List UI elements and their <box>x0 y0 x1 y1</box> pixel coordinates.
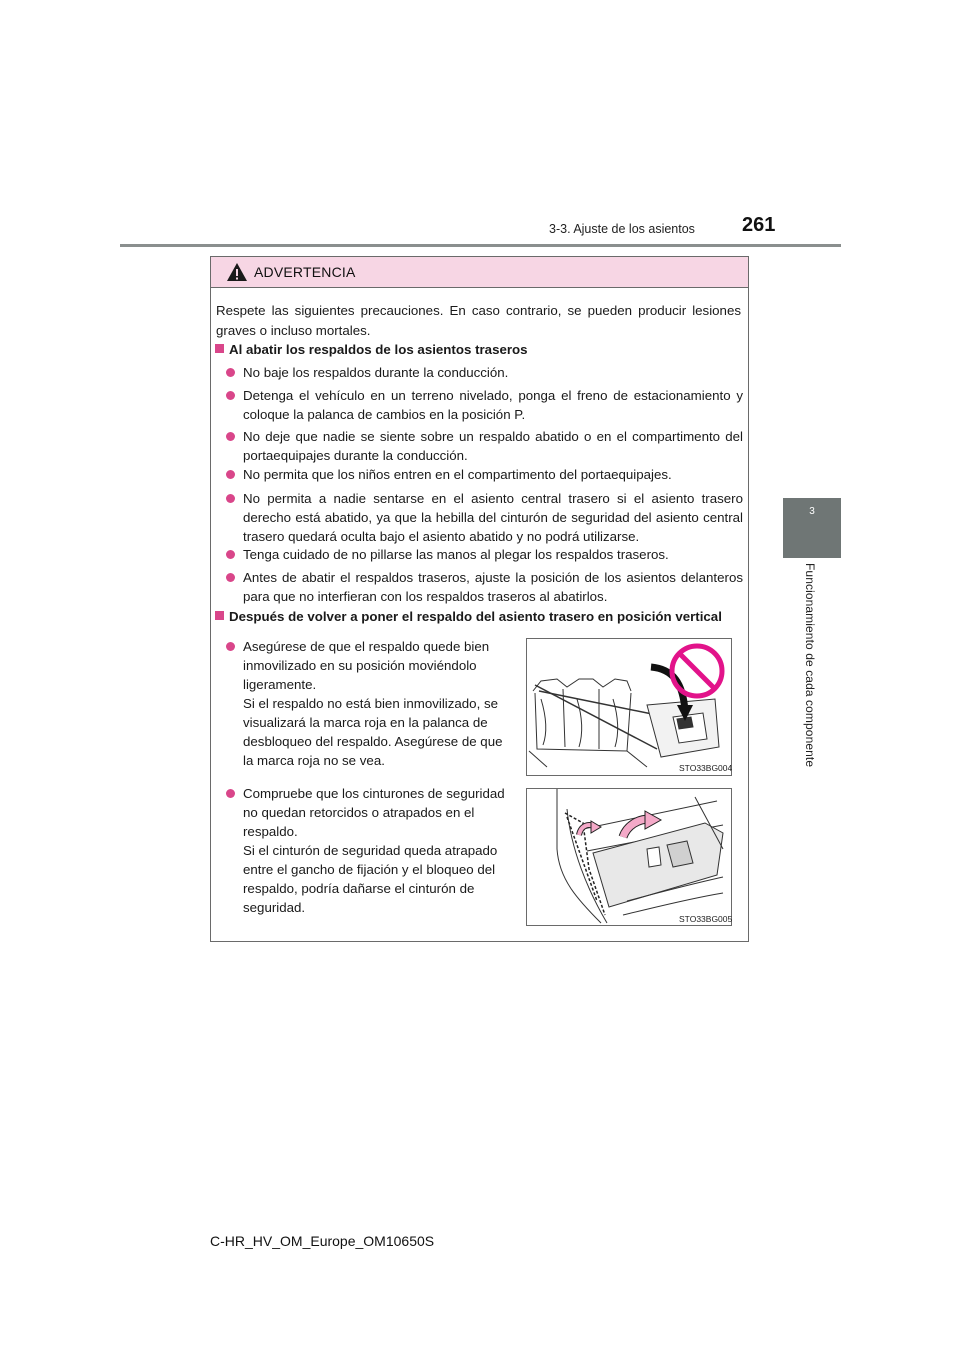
prohibition-icon <box>672 646 722 696</box>
warning-intro: Respete las siguientes precauciones. En caso contrario, se pueden producir lesiones graves o incluso mortales. <box>216 303 741 338</box>
list-item: No permita que los niños entren en el compartimento del portaequipajes. <box>226 465 743 484</box>
chapter-label: Funcionamiento de cada componente <box>803 563 817 768</box>
header-rule <box>120 244 841 247</box>
warning-title: ADVERTENCIA <box>254 264 356 280</box>
bullet-dot-icon <box>226 494 235 503</box>
section-title: 3-3. Ajuste de los asientos <box>549 222 695 236</box>
section-heading-upright: Después de volver a poner el respaldo del asiento trasero en posición vertical <box>215 608 722 626</box>
document-code: C-HR_HV_OM_Europe_OM10650S <box>210 1233 435 1249</box>
bullet-dot-icon <box>226 642 235 651</box>
list-item: No permita a nadie sentarse en el asiento central trasero si el asiento trasero derecho está abatido, ya que la hebilla del cinturón de seguridad del asiento central trasero quedará oculta bajo el asiento abatido y no podrá utilizarse. <box>226 489 743 546</box>
list-item: No deje que nadie se siente sobre un respaldo abatido o en el compartimento del portaequipajes durante la conducción. <box>226 427 743 465</box>
figure-seat-belt <box>526 788 732 926</box>
section-heading-folding: Al abatir los respaldos de los asientos traseros <box>215 341 528 359</box>
list-item: Tenga cuidado de no pillarse las manos al plegar los respaldos traseros. <box>226 545 743 564</box>
figure-code: STO33BG004 <box>679 763 733 773</box>
bullet-dot-icon <box>226 391 235 400</box>
list-item: Compruebe que los cinturones de seguridad no quedan retorcidos o atrapados en el respaldo. Si el cinturón de seguridad queda atrapado entre el gancho de fijación y el bloqueo del respaldo, podría dañarse el cinturón de seguridad. <box>226 784 509 917</box>
list-item: Detenga el vehículo en un terreno nivelado, ponga el freno de estacionamiento y coloque la palanca de cambios en la posición P. <box>226 386 743 424</box>
chapter-number: 3 <box>809 506 815 517</box>
figure-code: STO33BG005 <box>679 914 733 924</box>
bullet-dot-icon <box>226 573 235 582</box>
bullet-dot-icon <box>226 368 235 377</box>
bullet-dot-icon <box>226 470 235 479</box>
seat-belt-illustration <box>527 789 731 925</box>
square-bullet-icon <box>215 611 224 620</box>
page-number: 261 <box>742 214 776 236</box>
bullet-dot-icon <box>226 550 235 559</box>
list-item: Antes de abatir el respaldos traseros, ajuste la posición de los asientos delanteros para que no interfieran con los respaldos traseros al abatirlos. <box>226 568 743 606</box>
square-bullet-icon <box>215 344 224 353</box>
seat-lock-illustration <box>527 639 731 775</box>
warning-triangle-icon <box>226 262 248 282</box>
bullet-dot-icon <box>226 432 235 441</box>
list-item: Asegúrese de que el respaldo quede bien inmovilizado en su posición moviéndolo ligeramente. Si el respaldo no está bien inmovilizado, se visualizará la marca roja en la palanca de desbloqueo del respaldo. Asegúrese de que la marca roja no se vea. <box>226 637 509 770</box>
figure-seat-lock <box>526 638 732 776</box>
bullet-dot-icon <box>226 789 235 798</box>
warning-header <box>211 257 748 288</box>
list-item: No baje los respaldos durante la conducción. <box>226 363 743 382</box>
